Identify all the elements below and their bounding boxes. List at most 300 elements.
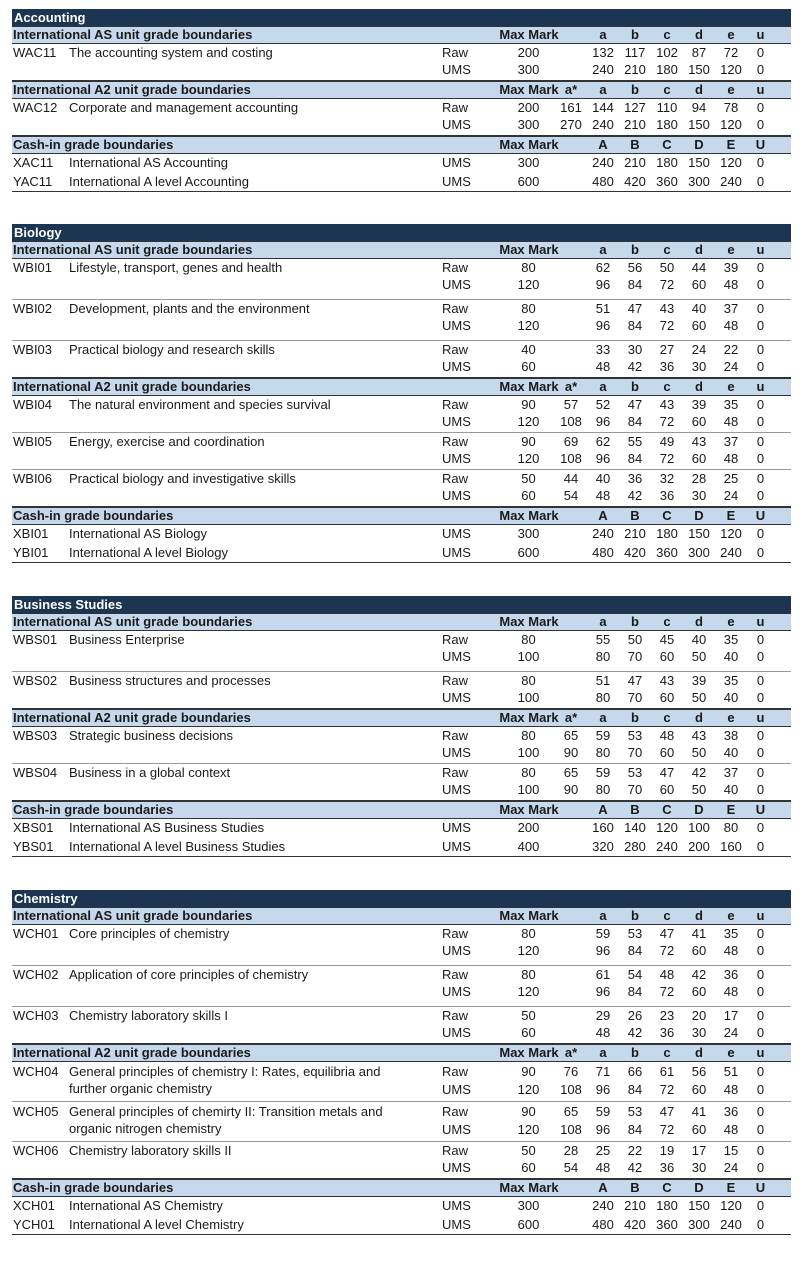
grade-value: 20 (691, 1008, 707, 1023)
grade-value: 22 (627, 1143, 643, 1158)
unit-code: YBS01 (13, 838, 54, 854)
section-as (12, 241, 791, 378)
mark-type: UMS (442, 61, 471, 77)
section-heading: International A2 unit grade boundaries (13, 379, 251, 394)
grade-value: 0 (756, 317, 765, 333)
section-cash (12, 801, 791, 857)
column-header-grade: u (756, 82, 765, 97)
grade-value (555, 649, 587, 666)
unit-code (12, 488, 69, 505)
unit-code (12, 117, 69, 134)
grade-value: 72 (659, 317, 675, 333)
grade-value: 57 (563, 397, 579, 412)
max-mark: 600 (517, 173, 540, 189)
max-mark: 120 (517, 276, 540, 292)
column-header-grade: c (663, 1045, 671, 1060)
column-header-grade: B (630, 1180, 640, 1195)
grade-value: 43 (691, 728, 707, 743)
unit-code (12, 782, 69, 799)
grade-value: 0 (756, 967, 765, 982)
table-row (12, 45, 791, 62)
grade-value: 0 (756, 820, 765, 835)
grade-value: 270 (560, 116, 582, 132)
max-mark: 50 (521, 471, 536, 486)
grade-value: 48 (723, 317, 739, 333)
unit-block (12, 99, 791, 135)
grade-value: 37 (723, 765, 739, 780)
grade-value: 0 (756, 413, 765, 429)
grade-value: 37 (723, 434, 739, 449)
grade-value: 180 (656, 116, 678, 132)
column-header-max-mark: Max Mark (499, 908, 559, 923)
mark-type: UMS (442, 276, 471, 292)
unit-code (12, 984, 69, 1001)
unit-code: XCH01 (13, 1198, 55, 1213)
grade-value: 480 (592, 173, 614, 189)
column-header-grade: c (663, 614, 671, 629)
unit-title: International A level Chemistry (69, 1216, 244, 1232)
max-mark: 120 (517, 413, 540, 429)
grade-value: 29 (595, 1008, 611, 1023)
max-mark: 120 (517, 1082, 540, 1097)
grade-value: 71 (595, 1064, 611, 1079)
section-header (12, 1044, 791, 1062)
column-header-grade: C (662, 802, 672, 817)
max-mark: 90 (521, 1104, 536, 1119)
unit-title: International AS Chemistry (69, 1198, 223, 1213)
unit-title (69, 318, 442, 335)
grade-value: 127 (624, 100, 646, 115)
section-heading: International AS unit grade boundaries (13, 27, 253, 42)
column-header-grade: a* (564, 1045, 578, 1060)
grade-value: 44 (563, 471, 579, 486)
grade-value: 60 (659, 744, 675, 760)
column-header-grade: U (755, 508, 766, 523)
column-header-grade (555, 1180, 587, 1196)
mark-type: Raw (442, 471, 469, 486)
grade-value: 140 (624, 820, 646, 835)
grade-value: 96 (595, 1122, 611, 1137)
table-row (12, 260, 791, 277)
max-mark: 100 (517, 744, 540, 760)
unit-title (69, 488, 442, 505)
unit-code: WBI01 (13, 260, 53, 275)
unit-code: WAC12 (13, 100, 58, 115)
subject-block (12, 224, 791, 563)
grade-value: 0 (756, 673, 765, 688)
grade-value: 420 (624, 173, 646, 189)
grade-value: 96 (595, 942, 611, 958)
grade-value: 420 (624, 1216, 646, 1232)
column-header-grade: A (598, 508, 608, 523)
table-row (12, 174, 791, 191)
grade-value: 102 (656, 45, 678, 60)
grade-value: 36 (659, 487, 675, 503)
section-as (12, 26, 791, 81)
unit-title (69, 414, 442, 431)
unit-block (12, 341, 791, 377)
grade-value: 65 (563, 1104, 579, 1119)
mark-type: Raw (442, 397, 469, 412)
grade-value: 25 (723, 471, 739, 486)
grade-value: 0 (756, 765, 765, 780)
mark-type: Raw (442, 1008, 469, 1023)
column-header-grade: d (695, 614, 703, 629)
grade-value: 35 (723, 397, 739, 412)
unit-code (12, 943, 69, 960)
grade-value: 0 (756, 648, 765, 664)
unit-code (12, 318, 69, 335)
table-row (12, 967, 791, 984)
grade-value: 0 (756, 434, 765, 449)
grade-value: 0 (756, 728, 765, 743)
grade-value: 37 (723, 301, 739, 316)
unit-code (12, 414, 69, 431)
grade-value: 43 (659, 301, 675, 316)
unit-code (12, 451, 69, 468)
unit-title (69, 117, 442, 134)
grade-value: 161 (560, 100, 582, 115)
column-header-max-mark: Max Mark (499, 82, 559, 97)
grade-value: 51 (595, 673, 611, 688)
grade-value: 43 (691, 434, 707, 449)
max-mark: 200 (517, 820, 540, 835)
unit-code (12, 745, 69, 762)
grade-value: 35 (723, 673, 739, 688)
mark-type: UMS (442, 1198, 471, 1213)
grade-value: 96 (595, 317, 611, 333)
grade-value (555, 155, 587, 172)
grade-value: 36 (723, 1104, 739, 1119)
grade-value: 120 (720, 116, 742, 132)
unit-block (12, 966, 791, 1007)
table-row (12, 1160, 791, 1177)
unit-block (12, 1102, 791, 1142)
column-header-grade: a* (564, 710, 578, 725)
section-header (12, 136, 791, 154)
grade-value (555, 45, 587, 62)
subject-title: Chemistry (12, 890, 791, 907)
column-header-grade: E (726, 508, 736, 523)
mark-type: Raw (442, 728, 469, 743)
grade-value: 24 (723, 1159, 739, 1175)
grade-value: 70 (627, 689, 643, 705)
grade-value: 96 (595, 450, 611, 466)
unit-block (12, 727, 791, 764)
mark-type: Raw (442, 434, 469, 449)
table-row (12, 782, 791, 799)
column-header-grade: a* (564, 379, 578, 394)
grade-value (555, 526, 587, 543)
subject-block (12, 9, 791, 192)
grade-value (555, 967, 587, 984)
column-header-grade: d (695, 379, 703, 394)
grade-boundaries-document (12, 9, 791, 1265)
grade-value: 0 (756, 689, 765, 705)
max-mark: 120 (517, 942, 540, 958)
mark-type: UMS (442, 358, 471, 374)
grade-value: 0 (756, 342, 765, 357)
column-header-grade: b (631, 908, 639, 923)
unit-title (69, 745, 442, 762)
column-header-grade: a* (564, 82, 578, 97)
grade-value: 41 (691, 926, 707, 941)
grade-value: 41 (691, 1104, 707, 1119)
column-header-grade: D (694, 802, 704, 817)
grade-value: 94 (691, 100, 707, 115)
max-mark: 300 (517, 526, 540, 541)
unit-block (12, 1007, 791, 1043)
grade-value: 60 (691, 1122, 707, 1137)
column-header-max-mark: Max Mark (499, 137, 559, 152)
table-row (12, 117, 791, 134)
column-header-grade: e (727, 242, 735, 257)
column-header-grade: U (755, 1180, 766, 1195)
unit-title: Practical biology and research skills (69, 342, 275, 357)
table-row (12, 526, 791, 543)
unit-code (12, 690, 69, 707)
grade-value: 240 (592, 116, 614, 132)
unit-title (69, 984, 442, 1001)
grade-value: 40 (723, 689, 739, 705)
grade-value: 25 (595, 1143, 611, 1158)
unit-title: Business Enterprise (69, 632, 185, 647)
grade-value: 210 (624, 116, 646, 132)
grade-value (555, 673, 587, 690)
grade-value: 420 (624, 544, 646, 560)
grade-value: 0 (756, 487, 765, 503)
mark-type: UMS (442, 942, 471, 958)
grade-value (555, 690, 587, 707)
unit-block (12, 44, 791, 80)
mark-type: UMS (442, 526, 471, 541)
section-a2 (12, 709, 791, 801)
max-mark: 120 (517, 1122, 540, 1137)
max-mark: 60 (521, 358, 536, 374)
column-header-max-mark: Max Mark (499, 1045, 559, 1060)
max-mark: 90 (521, 434, 536, 449)
grade-value (555, 1198, 587, 1215)
grade-value: 0 (756, 1104, 765, 1119)
grade-value: 108 (560, 1122, 582, 1137)
grade-value: 120 (656, 820, 678, 835)
grade-value: 80 (595, 781, 611, 797)
grade-value: 43 (659, 673, 675, 688)
grade-value: 0 (756, 471, 765, 486)
unit-block (12, 764, 791, 800)
grade-value: 17 (691, 1143, 707, 1158)
grade-value: 53 (627, 1104, 643, 1119)
mark-type: UMS (442, 544, 471, 560)
grade-value: 19 (659, 1143, 675, 1158)
column-header-max-mark: Max Mark (499, 802, 559, 817)
grade-value: 240 (720, 1216, 742, 1232)
grade-value: 0 (756, 632, 765, 647)
max-mark: 600 (517, 1216, 540, 1232)
unit-title: International AS Accounting (69, 155, 229, 170)
table-row (12, 839, 791, 856)
unit-title (69, 451, 442, 468)
unit-title: International A level Business Studies (69, 838, 286, 854)
grade-value: 0 (756, 1216, 765, 1232)
table-row (12, 488, 791, 505)
grade-value: 84 (627, 942, 643, 958)
column-header-grade: A (598, 1180, 608, 1195)
grade-value: 42 (627, 487, 643, 503)
subject-block (12, 596, 791, 857)
grade-value: 360 (656, 173, 678, 189)
max-mark: 100 (517, 648, 540, 664)
grade-value: 96 (595, 276, 611, 292)
grade-value: 42 (627, 1024, 643, 1040)
grade-value: 0 (756, 1198, 765, 1213)
section-as (12, 613, 791, 709)
column-header-grade: u (756, 242, 765, 257)
unit-code: XAC11 (13, 155, 54, 170)
grade-value: 0 (756, 450, 765, 466)
grade-value: 60 (659, 781, 675, 797)
grade-value: 59 (595, 765, 611, 780)
max-mark: 80 (521, 926, 536, 941)
max-mark: 80 (521, 301, 536, 316)
grade-value (555, 943, 587, 960)
table-row (12, 1025, 791, 1042)
grade-value: 84 (627, 1082, 643, 1097)
column-header-grade: e (727, 379, 735, 394)
grade-value: 280 (624, 838, 646, 854)
grade-value: 50 (691, 648, 707, 664)
grade-value: 300 (688, 544, 710, 560)
grade-value: 144 (592, 100, 614, 115)
grade-value: 55 (595, 632, 611, 647)
grade-value: 96 (595, 983, 611, 999)
unit-title: International A level Biology (69, 544, 228, 560)
table-row (12, 301, 791, 318)
column-header-grade (555, 908, 587, 924)
cashin-row (12, 525, 791, 544)
column-header-max-mark: Max Mark (499, 242, 559, 257)
unit-code: WBS01 (13, 632, 58, 647)
column-header-grade: a (599, 710, 607, 725)
grade-value: 72 (659, 1122, 675, 1137)
mark-type: UMS (442, 413, 471, 429)
mark-type: UMS (442, 781, 471, 797)
column-header-grade: c (663, 27, 671, 42)
unit-title-text: General principles of chemistry I: Rates, equilibria and further organic chemistry (69, 1064, 381, 1096)
grade-value: 120 (720, 526, 742, 541)
mark-type: Raw (442, 100, 469, 115)
unit-block (12, 1142, 791, 1178)
column-header-grade: c (663, 242, 671, 257)
subject-block (12, 890, 791, 1235)
max-mark: 120 (517, 450, 540, 466)
table-row (12, 397, 791, 414)
column-header-grade: B (630, 802, 640, 817)
grade-value: 180 (656, 1198, 678, 1213)
section-heading: Cash-in grade boundaries (13, 1180, 174, 1195)
grade-value: 240 (720, 173, 742, 189)
column-header-grade: a (599, 908, 607, 923)
grade-value: 0 (756, 942, 765, 958)
unit-code (12, 359, 69, 376)
grade-value: 59 (595, 1104, 611, 1119)
grade-value: 23 (659, 1008, 675, 1023)
unit-title (69, 1025, 442, 1042)
grade-value: 40 (723, 648, 739, 664)
table-row (12, 100, 791, 117)
table-row (12, 545, 791, 562)
grade-value: 0 (756, 926, 765, 941)
grade-value (555, 839, 587, 856)
column-header-grade: a (599, 1045, 607, 1060)
unit-code: WBS03 (13, 728, 58, 743)
unit-block (12, 396, 791, 433)
grade-value (555, 318, 587, 335)
grade-value: 70 (627, 648, 643, 664)
grade-value: 55 (627, 434, 643, 449)
max-mark: 200 (517, 45, 540, 60)
column-header-max-mark: Max Mark (499, 710, 559, 725)
grade-value: 0 (756, 838, 765, 854)
table-row (12, 926, 791, 943)
column-header-grade: E (726, 1180, 736, 1195)
grade-value: 61 (595, 967, 611, 982)
grade-value: 40 (723, 781, 739, 797)
max-mark: 300 (517, 116, 540, 132)
grade-value (555, 1217, 587, 1234)
cashin-row (12, 1216, 791, 1235)
table-row (12, 765, 791, 782)
grade-value: 65 (563, 728, 579, 743)
table-row (12, 649, 791, 666)
grade-value: 80 (595, 744, 611, 760)
mark-type: Raw (442, 673, 469, 688)
grade-value: 120 (720, 1198, 742, 1213)
column-header-grade: e (727, 614, 735, 629)
unit-title: International A level Accounting (69, 173, 249, 189)
unit-code (12, 1081, 69, 1099)
column-header-grade: b (631, 82, 639, 97)
grade-value: 300 (688, 173, 710, 189)
section-header (12, 709, 791, 727)
column-header-max-mark: Max Mark (499, 379, 559, 394)
grade-value: 42 (691, 765, 707, 780)
grade-value: 40 (595, 471, 611, 486)
unit-title (69, 62, 442, 79)
grade-value: 70 (627, 781, 643, 797)
max-mark: 80 (521, 632, 536, 647)
max-mark: 90 (521, 397, 536, 412)
grade-value: 30 (691, 487, 707, 503)
column-header-grade: u (756, 1045, 765, 1060)
grade-value: 0 (756, 983, 765, 999)
max-mark: 300 (517, 61, 540, 77)
grade-value: 108 (560, 450, 582, 466)
column-header-grade: c (663, 379, 671, 394)
subject-title: Accounting (12, 9, 791, 26)
max-mark: 60 (521, 1159, 536, 1175)
grade-value: 240 (592, 155, 614, 170)
grade-value: 42 (691, 967, 707, 982)
table-row (12, 943, 791, 960)
grade-value: 53 (627, 765, 643, 780)
max-mark: 300 (517, 155, 540, 170)
grade-value: 0 (756, 1064, 765, 1079)
section-cash (12, 1179, 791, 1235)
grade-value: 60 (691, 317, 707, 333)
grade-value: 78 (723, 100, 739, 115)
grade-value: 210 (624, 61, 646, 77)
